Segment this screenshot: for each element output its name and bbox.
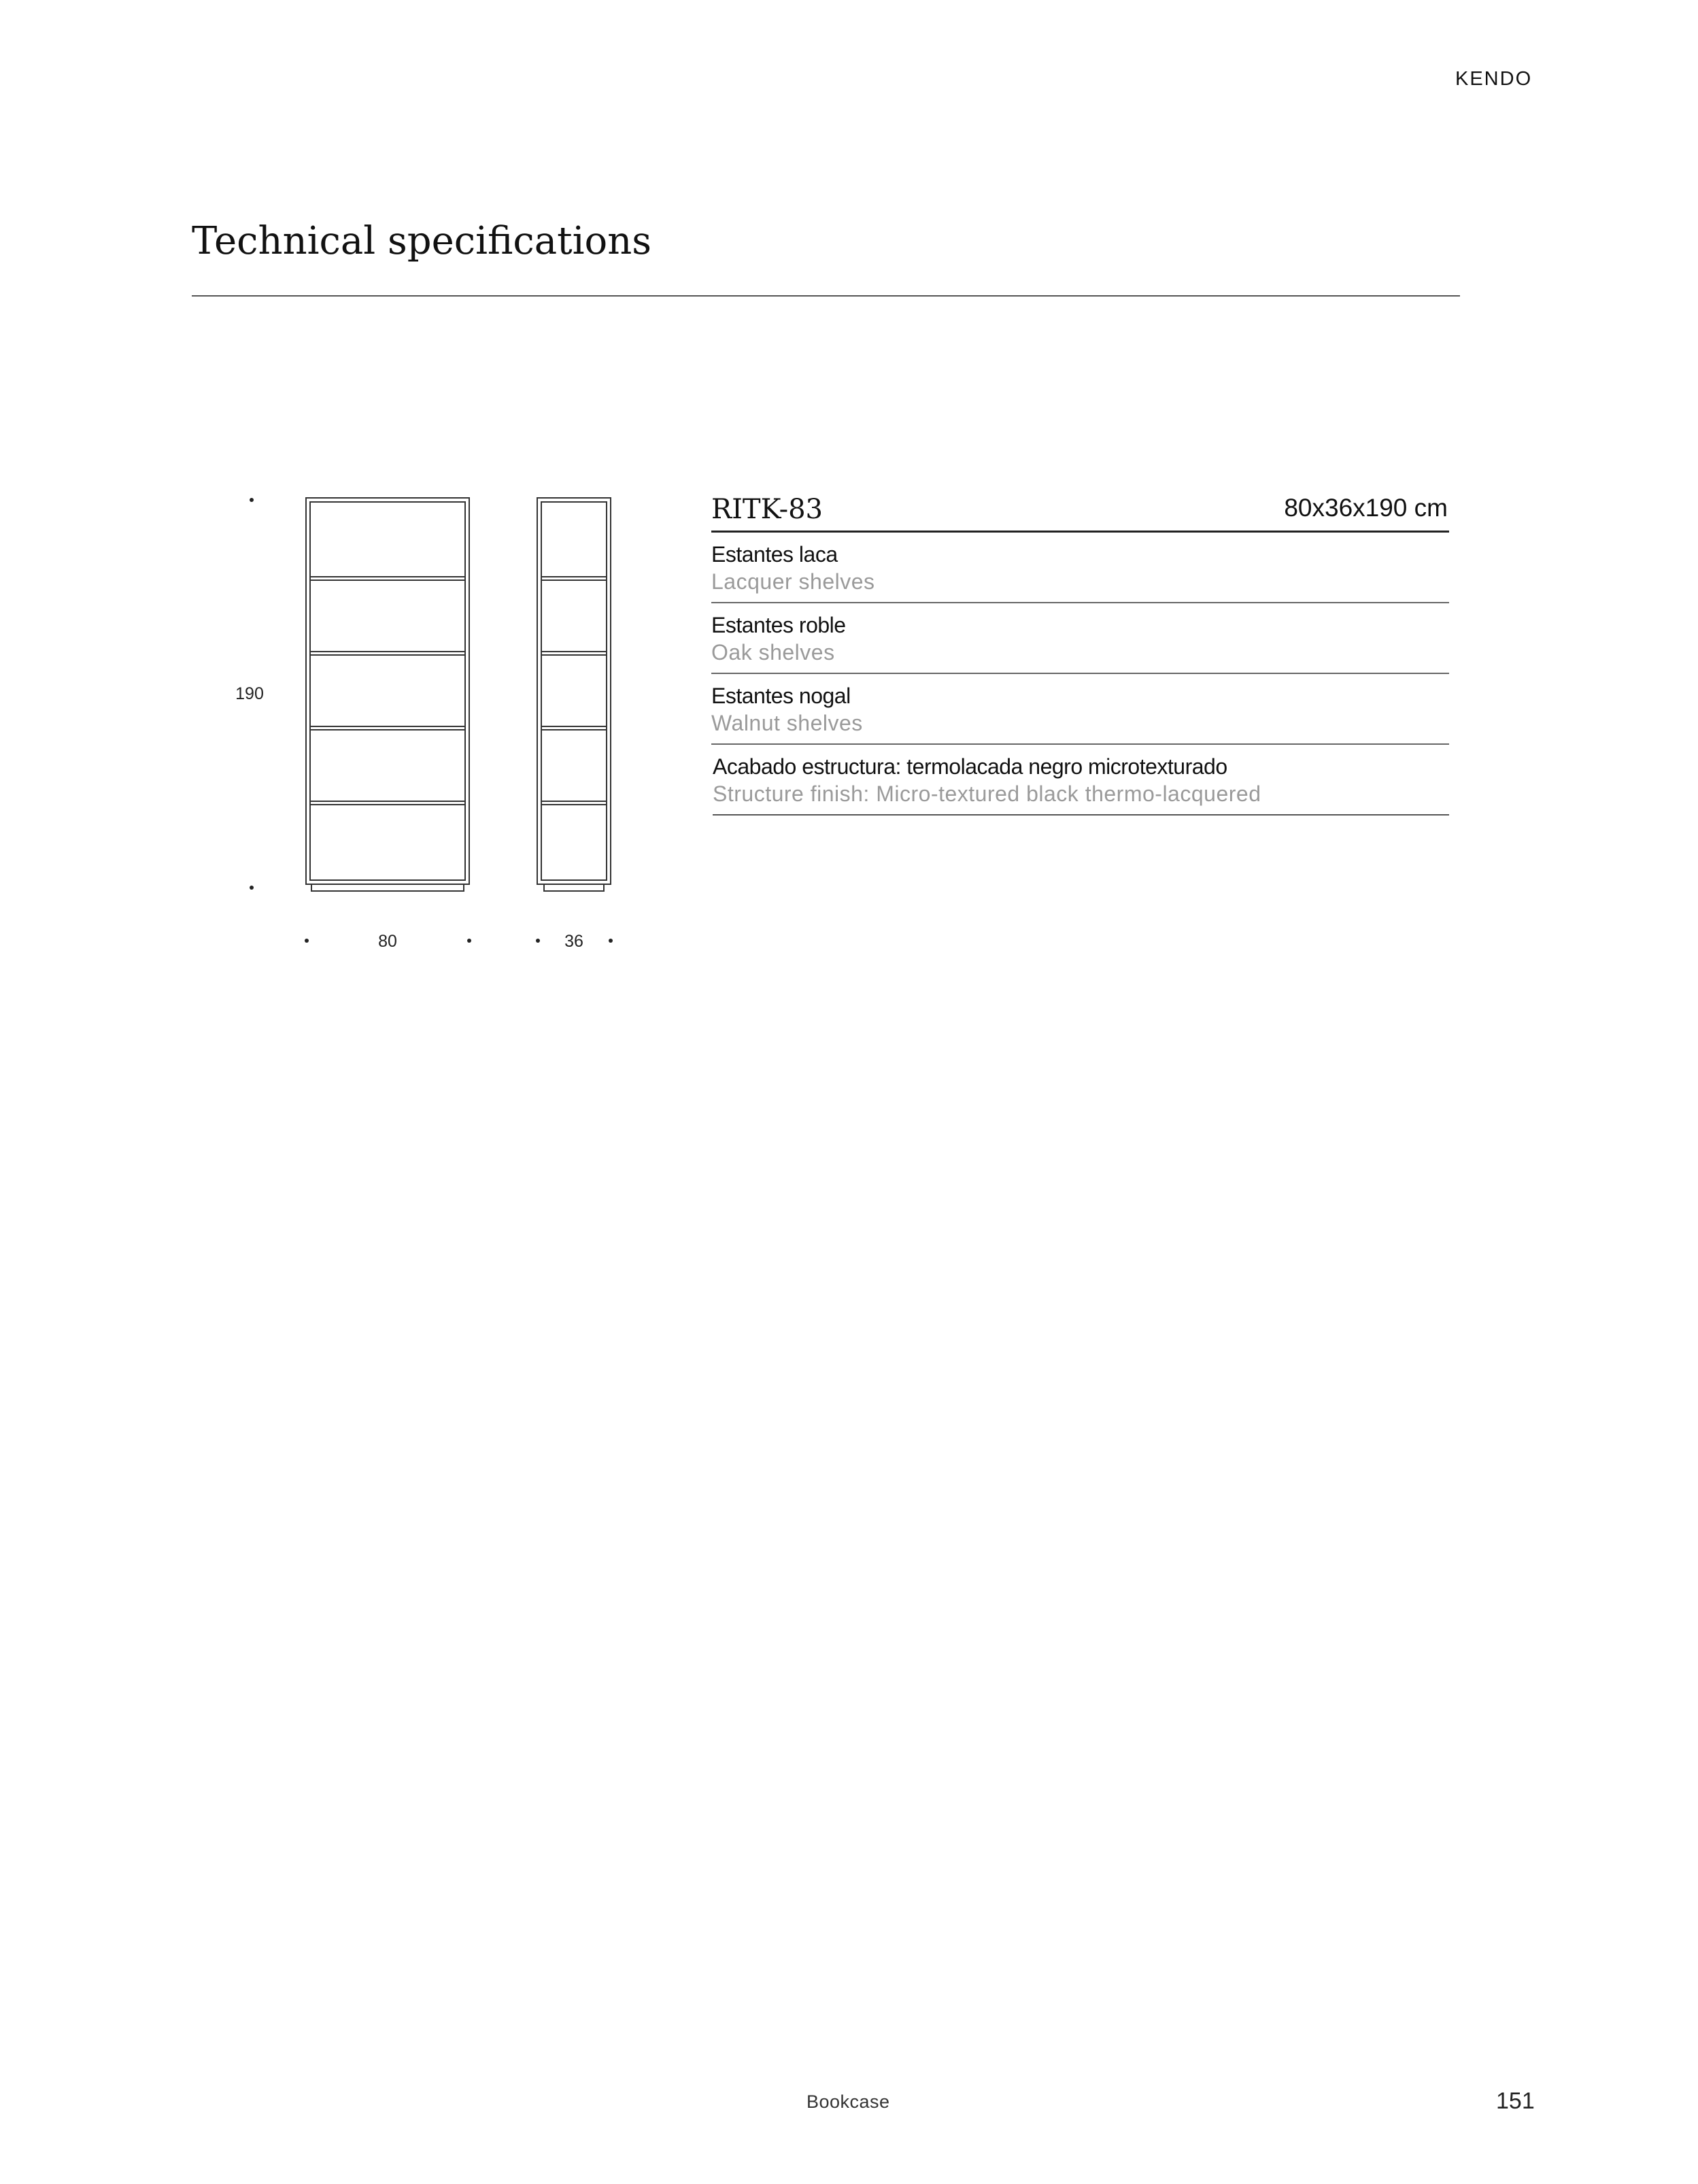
spec-row-lacquer (711, 533, 1449, 603)
depth-right-marker (609, 939, 613, 943)
spec-row-en: Structure finish: Micro-textured black thermo-lacquered (713, 782, 1261, 806)
depth-left-marker (536, 939, 540, 943)
height-bottom-marker (250, 886, 254, 890)
height-label: 190 (235, 684, 264, 703)
width-right-marker (467, 939, 471, 943)
spec-row-en: Walnut shelves (711, 711, 863, 735)
spec-row-oak (711, 603, 1449, 674)
spec-row-walnut (711, 674, 1449, 745)
width-left-marker (305, 939, 309, 943)
product-dimensions: 80x36x190 cm (1284, 494, 1448, 522)
spec-row-en: Lacquer shelves (711, 569, 875, 594)
spec-row-es: Acabado estructura: termolacada negro microtexturado (713, 754, 1227, 779)
page-number: 151 (1496, 2088, 1535, 2114)
height-top-marker (250, 498, 254, 502)
spec-row-es: Estantes laca (711, 542, 838, 567)
spec-header (711, 491, 1449, 533)
side-view (537, 498, 611, 891)
spec-row-en: Oak shelves (711, 640, 835, 665)
spec-row-es: Estantes roble (711, 613, 846, 637)
technical-drawing (231, 476, 639, 966)
footer-section-label: Bookcase (806, 2091, 890, 2112)
spec-row-structure-finish (713, 745, 1449, 816)
title-divider (192, 295, 1460, 297)
brand-logo: KENDO (1455, 68, 1533, 90)
spec-row-es: Estantes nogal (711, 684, 851, 708)
spec-table (711, 491, 1449, 816)
width-label: 80 (378, 932, 397, 951)
depth-label: 36 (564, 932, 583, 951)
page-title: Technical specifications (192, 219, 652, 263)
product-code: RITK-83 (711, 494, 823, 525)
front-view (306, 498, 469, 891)
